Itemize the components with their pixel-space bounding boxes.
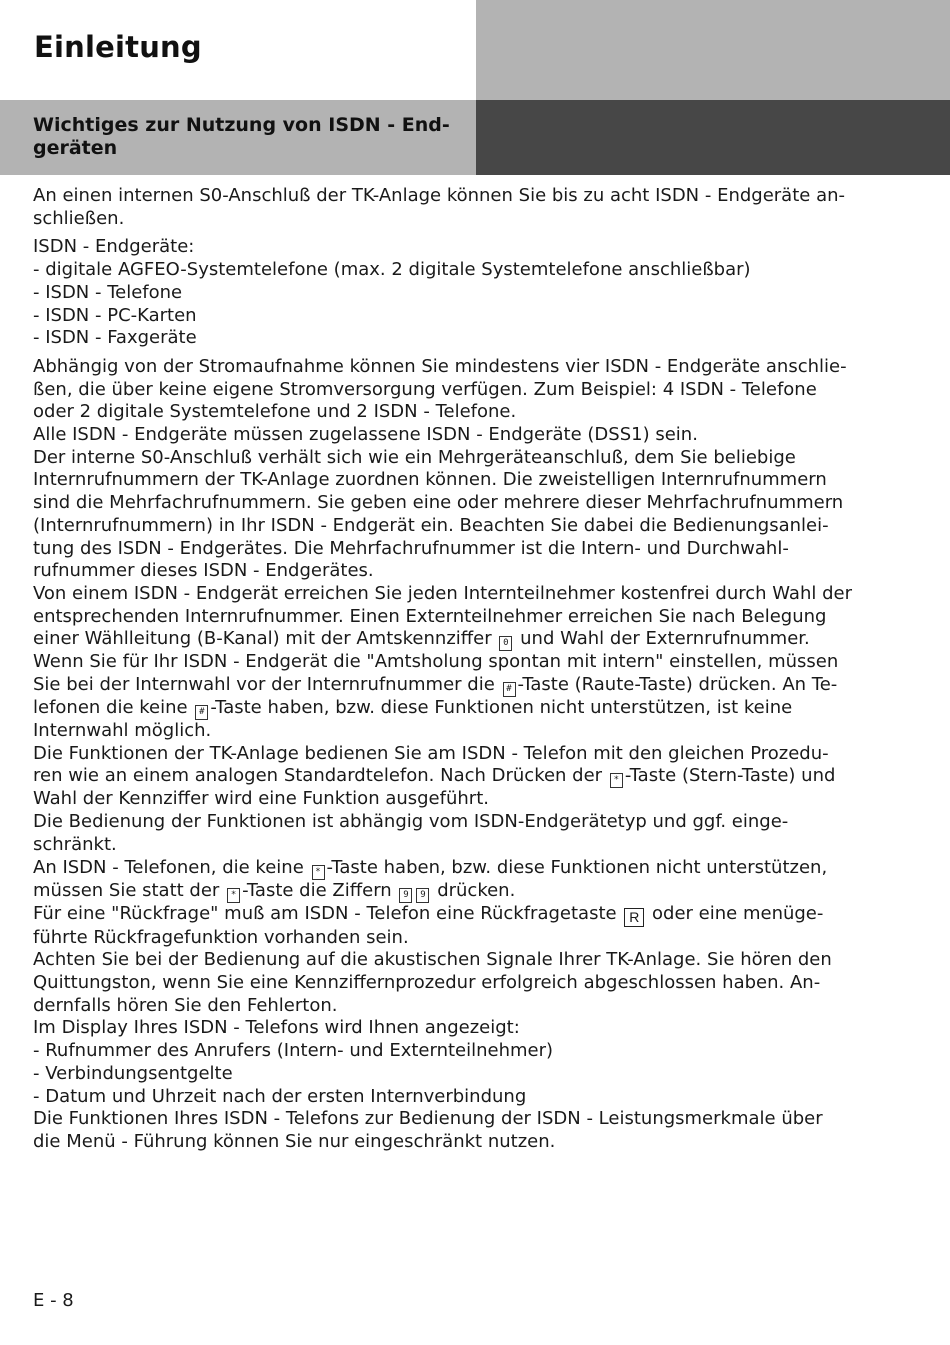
body-text (33, 185, 913, 1154)
text-line: Quittungston, wenn Sie eine Kennziffernprozedur erfolgreich abgeschlossen haben. An- (33, 971, 821, 993)
text-fragment: -Taste (Stern-Taste) und (624, 765, 836, 787)
text-line: Wahl der Kennziffer wird eine Funktion ausgeführt. (33, 788, 489, 810)
list-item: - ISDN - Telefone (33, 281, 183, 303)
key-star-icon: * (227, 888, 240, 903)
section-title-line: geräten (33, 137, 118, 159)
key-star-icon: * (610, 773, 623, 788)
text-line: ßen, die über keine eigene Stromversorgung verfügen. Zum Beispiel: 4 ISDN - Telefone (33, 378, 817, 400)
header-band-top-right (476, 0, 950, 100)
text-line: Die Funktionen der TK-Anlage bedienen Sie am ISDN - Telefon mit den gleichen Prozedu- (33, 742, 829, 764)
text-fragment: ren wie an einem analogen Standardtelefon. Nach Drücken der (33, 765, 603, 787)
text-line: Von einem ISDN - Endgerät erreichen Sie jeden Internteilnehmer kostenfrei durch Wahl der (33, 582, 852, 604)
text-line: entsprechenden Internrufnummer. Einen Externteilnehmer erreichen Sie nach Belegung (33, 605, 827, 627)
text-fragment: müssen Sie statt der (33, 879, 220, 901)
text-line: Die Funktionen Ihres ISDN - Telefons zur Bedienung der ISDN - Leistungsmerkmale über (33, 1108, 823, 1130)
text-fragment: einer Wählleitung (B-Kanal) mit der Amtskennziffer (33, 628, 492, 650)
text-line: Achten Sie bei der Bedienung auf die akustischen Signale Ihrer TK-Anlage. Sie hören den (33, 949, 832, 971)
text-line: Internwahl möglich. (33, 720, 212, 742)
text-line: An einen internen S0-Anschluß der TK-Anlage können Sie bis zu acht ISDN - Endgeräte an- (33, 185, 846, 206)
text-line: Wenn Sie für Ihr ISDN - Endgerät die "Amtsholung spontan mit intern" einstellen, müssen (33, 651, 839, 673)
device-list-heading: ISDN - Endgeräte: (33, 236, 195, 258)
text-line: Der interne S0-Anschluß verhält sich wie ein Mehrgeräteanschluß, dem Sie beliebige (33, 446, 796, 468)
text-line: führte Rückfragefunktion vorhanden sein. (33, 926, 409, 948)
key-nine-icon: 9 (399, 888, 412, 903)
list-item: - ISDN - PC-Karten (33, 304, 197, 326)
text-fragment: und Wahl der Externrufnummer. (520, 628, 810, 650)
text-line (33, 628, 913, 651)
text-line (33, 765, 913, 788)
text-fragment: -Taste haben, bzw. diese Funktionen nicht unterstützen, ist keine (210, 697, 793, 719)
chapter-title: Einleitung (34, 30, 202, 64)
text-line (33, 857, 913, 880)
key-zero-icon: 0 (499, 636, 512, 651)
list-item: - Datum und Uhrzeit nach der ersten Internverbindung (33, 1085, 527, 1107)
text-line: schließen. (33, 207, 125, 229)
text-line: Die Bedienung der Funktionen ist abhängig vom ISDN-Endgerätetyp und ggf. einge- (33, 811, 789, 833)
list-item: - Verbindungsentgelte (33, 1062, 233, 1084)
text-fragment: oder eine menüge- (652, 902, 824, 924)
text-line: oder 2 digitale Systemtelefone und 2 ISDN - Telefone. (33, 401, 517, 423)
page-number: E - 8 (33, 1290, 74, 1311)
text-line: sind die Mehrfachrufnummern. Sie geben eine oder mehrere dieser Mehrfachrufnummern (33, 492, 844, 514)
key-r-icon: R (624, 908, 644, 927)
text-fragment: Sie bei der Internwahl vor der Internrufnummer die (33, 674, 495, 696)
key-hash-icon: # (195, 705, 208, 720)
text-line: dernfalls hören Sie den Fehlerton. (33, 994, 338, 1016)
list-item: - Rufnummer des Anrufers (Intern- und Externteilnehmer) (33, 1040, 554, 1062)
text-line: tung des ISDN - Endgerätes. Die Mehrfachrufnummer ist die Intern- und Durchwahl- (33, 537, 789, 559)
text-line (33, 674, 913, 697)
key-nine-icon: 9 (416, 888, 429, 903)
section-band-right (476, 100, 950, 175)
key-hash-icon: # (503, 682, 516, 697)
text-line (33, 880, 913, 903)
section-title-line: Wichtiges zur Nutzung von ISDN - End- (33, 114, 450, 136)
text-fragment: drücken. (437, 879, 516, 901)
text-fragment: lefonen die keine (33, 697, 188, 719)
text-line: Abhängig von der Stromaufnahme können Sie mindestens vier ISDN - Endgeräte anschlie- (33, 355, 847, 377)
text-line: rufnummer dieses ISDN - Endgerätes. (33, 560, 374, 582)
text-fragment: An ISDN - Telefonen, die keine (33, 856, 304, 878)
text-line (33, 903, 913, 927)
text-fragment: -Taste die Ziffern (242, 879, 392, 901)
section-title (33, 114, 453, 160)
text-line (33, 697, 913, 720)
text-line: schränkt. (33, 833, 117, 855)
text-fragment: Für eine "Rückfrage" muß am ISDN - Telefon eine Rückfragetaste (33, 902, 617, 924)
list-item: - digitale AGFEO-Systemtelefone (max. 2 digitale Systemtelefone anschließbar) (33, 259, 751, 281)
text-line: Internrufnummern der TK-Anlage zuordnen können. Die zweistelligen Internrufnummern (33, 469, 827, 491)
text-line: (Internrufnummern) in Ihr ISDN - Endgerät ein. Beachten Sie dabei die Bedienungsanlei- (33, 514, 829, 536)
text-fragment: -Taste (Raute-Taste) drücken. An Te- (517, 674, 838, 696)
text-line: Im Display Ihres ISDN - Telefons wird Ihnen angezeigt: (33, 1017, 520, 1039)
text-fragment: -Taste haben, bzw. diese Funktionen nicht unterstützen, (326, 856, 828, 878)
key-star-icon: * (312, 865, 325, 880)
text-line: Alle ISDN - Endgeräte müssen zugelassene ISDN - Endgeräte (DSS1) sein. (33, 424, 698, 446)
list-item: - ISDN - Faxgeräte (33, 327, 197, 349)
text-line: die Menü - Führung können Sie nur eingeschränkt nutzen. (33, 1130, 556, 1152)
